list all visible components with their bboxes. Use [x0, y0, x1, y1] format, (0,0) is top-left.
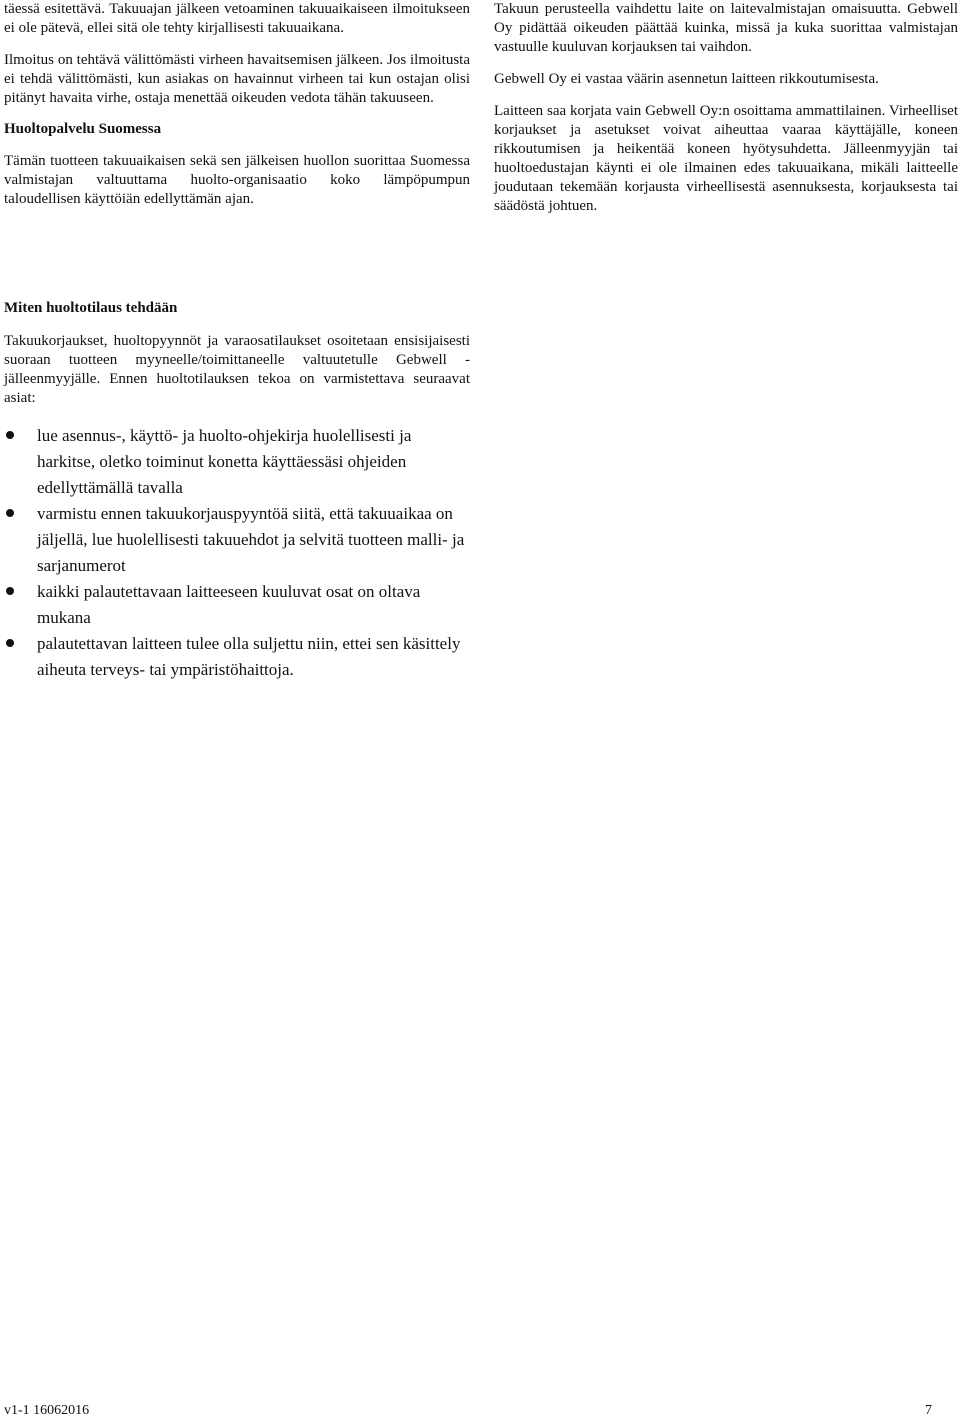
bullet-icon [6, 587, 14, 595]
right-column [494, 0, 958, 216]
service-order-heading: Miten huoltotilaus tehdään [4, 300, 178, 316]
list-item-text: kaikki palautettavaan laitteeseen kuuluvat osat on oltava mukana [37, 582, 421, 627]
service-finland-heading: Huoltopalvelu Suomessa [4, 121, 162, 137]
list-item [4, 631, 470, 683]
notification-paragraph: Ilmoitus on tehtävä välittömästi virheen havaitsemisen jälkeen. Jos ilmoitusta ei tehdä välittömästi, kun asiakas on havainnut virheen tai kun ostajan olisi pitänyt havaita virhe, ostaja menettää oikeuden vedota tähän takuuseen. [4, 52, 470, 106]
page-number: 7 [925, 1403, 932, 1418]
service-finland-paragraph: Tämän tuotteen takuuaikaisen sekä sen jälkeisen huollon suorittaa Suomessa valmistajan valtuuttama huolto-organisaatio koko lämpöpumpun taloudellisen käyttöiän edellyttämän ajan. [4, 153, 470, 207]
warranty-claim-paragraph: täessä esitettävä. Takuuajan jälkeen vetoaminen takuuaikaiseen ilmoitukseen ei ole pätevä, ellei sitä ole tehty kirjallisesti takuuaikana. [4, 1, 470, 36]
installation-liability-paragraph: Gebwell Oy ei vastaa väärin asennetun laitteen rikkoutumisesta. [494, 71, 879, 87]
list-item-text: varmistu ennen takuukorjauspyyntöä siitä, että takuuaikaa on jäljellä, lue huolellisesti takuuehdot ja selvitä tuotteen malli- ja sarjanumerot [37, 504, 465, 575]
list-item [4, 423, 470, 501]
bullet-icon [6, 639, 14, 647]
list-item [4, 579, 470, 631]
list-item [4, 501, 470, 579]
bullet-icon [6, 509, 14, 517]
service-order-intro: Takuukorjaukset, huoltopyynnöt ja varaosatilaukset osoitetaan ensisijaisesti suoraan tuotteen myyneelle/toimittaneelle valtuutetulle Gebwell -jälleenmyyjälle. Ennen huoltotilauksen tekoa on varmistettava seuraavat asiat: [4, 333, 470, 406]
repair-professional-paragraph: Laitteen saa korjata vain Gebwell Oy:n osoittama ammattilainen. Virheelliset korjaukset ja asetukset voivat aiheuttaa vaaraa käyttäjälle, koneen rikkoutumisen ja heikentää koneen hyötysuhdetta. Jälleenmyyjän tai huoltoedustajan käynti ei ole ilmainen edes takuuaikana, mikäli laitteelle joudutaan tekemään korjausta virheellisestä asennuksesta, korjauksesta tai säädöstä johtuen. [494, 103, 958, 214]
replaced-device-paragraph: Takuun perusteella vaihdettu laite on laitevalmistajan omaisuutta. Gebwell Oy pidättää oikeuden päättää kuinka, missä ja kuka suorittaa valmistajan vastuulle kuuluvan korjauksen tai vaihdon. [494, 1, 958, 55]
list-item-text: lue asennus-, käyttö- ja huolto-ohjekirja huolellisesti ja harkitse, oletko toiminut konetta käyttäessäsi ohjeiden edellyttämällä tavalla [37, 426, 412, 497]
service-order-checklist [4, 423, 470, 683]
service-order-section [4, 298, 470, 683]
bullet-icon [6, 431, 14, 439]
list-item-text: palautettavan laitteen tulee olla suljettu niin, ettei sen käsittely aiheuta terveys- tai ympäristöhaittoja. [37, 634, 461, 679]
footer-version: v1-1 16062016 [4, 1403, 90, 1418]
left-column [4, 0, 470, 209]
